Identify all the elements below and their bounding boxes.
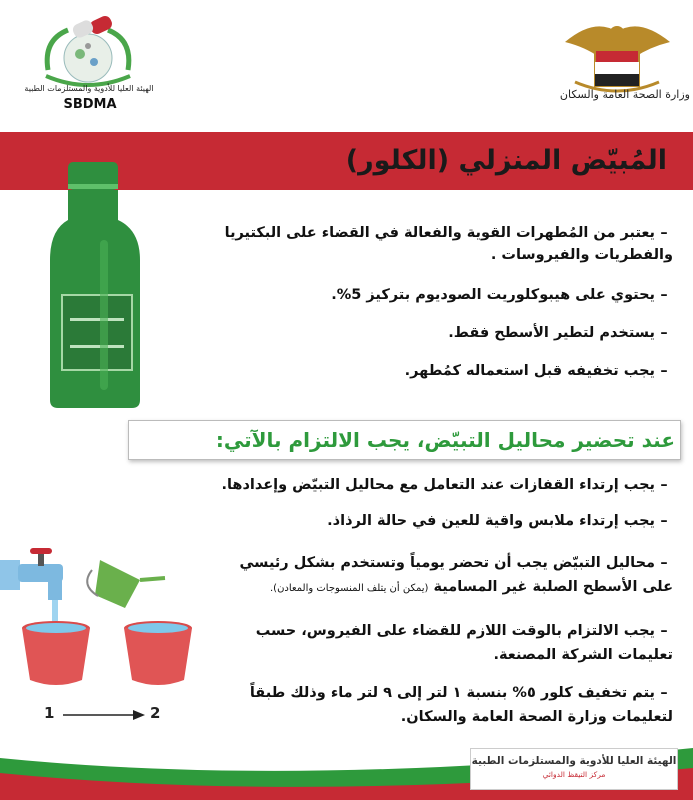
- bullet-item: [153, 322, 673, 344]
- bullet-dash: –: [660, 363, 668, 379]
- bullet-text: يستخدم لتطير الأسطح فقط.: [448, 325, 655, 341]
- bucket-icon: [124, 621, 192, 685]
- bullet-text: لتعليمات وزارة الصحة العامة والسكان.: [400, 709, 673, 725]
- bullet-dash: –: [660, 623, 668, 639]
- page-title: المُبيّض المنزلي (الكلور): [345, 145, 667, 176]
- bullet-item: [193, 620, 673, 642]
- bullet-text: تعليمات الشركة المصنعة.: [493, 647, 673, 663]
- footer-org: الهيئة العليا للأدوية والمستلزمات الطبية: [471, 755, 677, 767]
- bullet-item: [193, 552, 673, 574]
- bullet-dash: –: [660, 287, 668, 303]
- faucet-icon: [0, 548, 63, 625]
- bullet-text: والفطريات والفيروسات .: [490, 247, 673, 263]
- bullet-dash: –: [660, 325, 668, 341]
- bullet-text: محاليل التبيّض يجب أن تحضر يومياً وتستخدم بشكل رئيسي: [239, 555, 655, 571]
- bullet-dash: –: [660, 513, 668, 529]
- bucket-icon: [22, 621, 90, 685]
- bullet-item: [113, 474, 673, 496]
- ministry-name: وزارة الصحة العامة والسكان: [559, 88, 690, 101]
- watering-can-icon: [87, 560, 165, 608]
- bullet-dash: –: [660, 225, 668, 241]
- bullet-dash: –: [660, 555, 668, 571]
- bullet-item: [153, 510, 673, 532]
- bullet-item: [153, 222, 673, 244]
- bullet-item: [193, 644, 673, 666]
- bullet-text: يجب إرتداء ملابس واقية للعين في حالة الرذاذ.: [327, 513, 655, 529]
- footer-unit: مركز التيقظ الدوائي: [542, 770, 606, 779]
- bullet-note: (يمكن أن يتلف المنسوجات والمعادن).: [270, 583, 429, 594]
- bullet-text: يتم تخفيف كلور ٥% بنسبة ١ لتر إلى ٩ لتر ماء وذلك طبقاً: [249, 685, 655, 701]
- bullet-item: [193, 682, 673, 704]
- bullet-text: يجب إرتداء القفازات عند التعامل مع محاليل التبيّض وإعدادها.: [221, 477, 655, 493]
- bullet-item: [153, 244, 673, 266]
- bullet-item: [153, 284, 673, 306]
- bottle-icon: [40, 160, 150, 410]
- bullet-text: على الأسطح الصلبة غير المسامية: [433, 579, 673, 595]
- logo-abbr: SBDMA: [63, 97, 117, 112]
- step-two-label: 2: [150, 704, 161, 722]
- arrow-icon: [63, 709, 145, 721]
- bullet-dash: –: [660, 477, 668, 493]
- bullet-item: [193, 706, 673, 728]
- bullet-text: يعتبر من المُطهرات القوية والفعالة في القضاء على البكتيريا: [224, 225, 655, 241]
- faucet-illustration: [0, 540, 200, 720]
- sub-heading: عند تحضير محاليل التبيّض، يجب الالتزام بالآتي:: [215, 428, 675, 452]
- step-one-label: 1: [44, 704, 55, 722]
- bullet-dash: –: [660, 685, 668, 701]
- logo-caption: الهيئة العليا للأدوية والمستلزمات الطبية: [24, 84, 154, 93]
- bullet-item: [153, 360, 673, 382]
- footer-box: [470, 748, 678, 790]
- bullet-text: يحتوي على هيبوكلوريت الصوديوم بتركيز 5%.: [331, 287, 655, 303]
- bullet-text: يجب الالتزام بالوقت اللازم للقضاء على الفيروس، حسب: [255, 623, 655, 639]
- bullet-item: [193, 576, 673, 600]
- bullet-text: يجب تخفيفه قبل استعماله كمُطهر.: [404, 363, 655, 379]
